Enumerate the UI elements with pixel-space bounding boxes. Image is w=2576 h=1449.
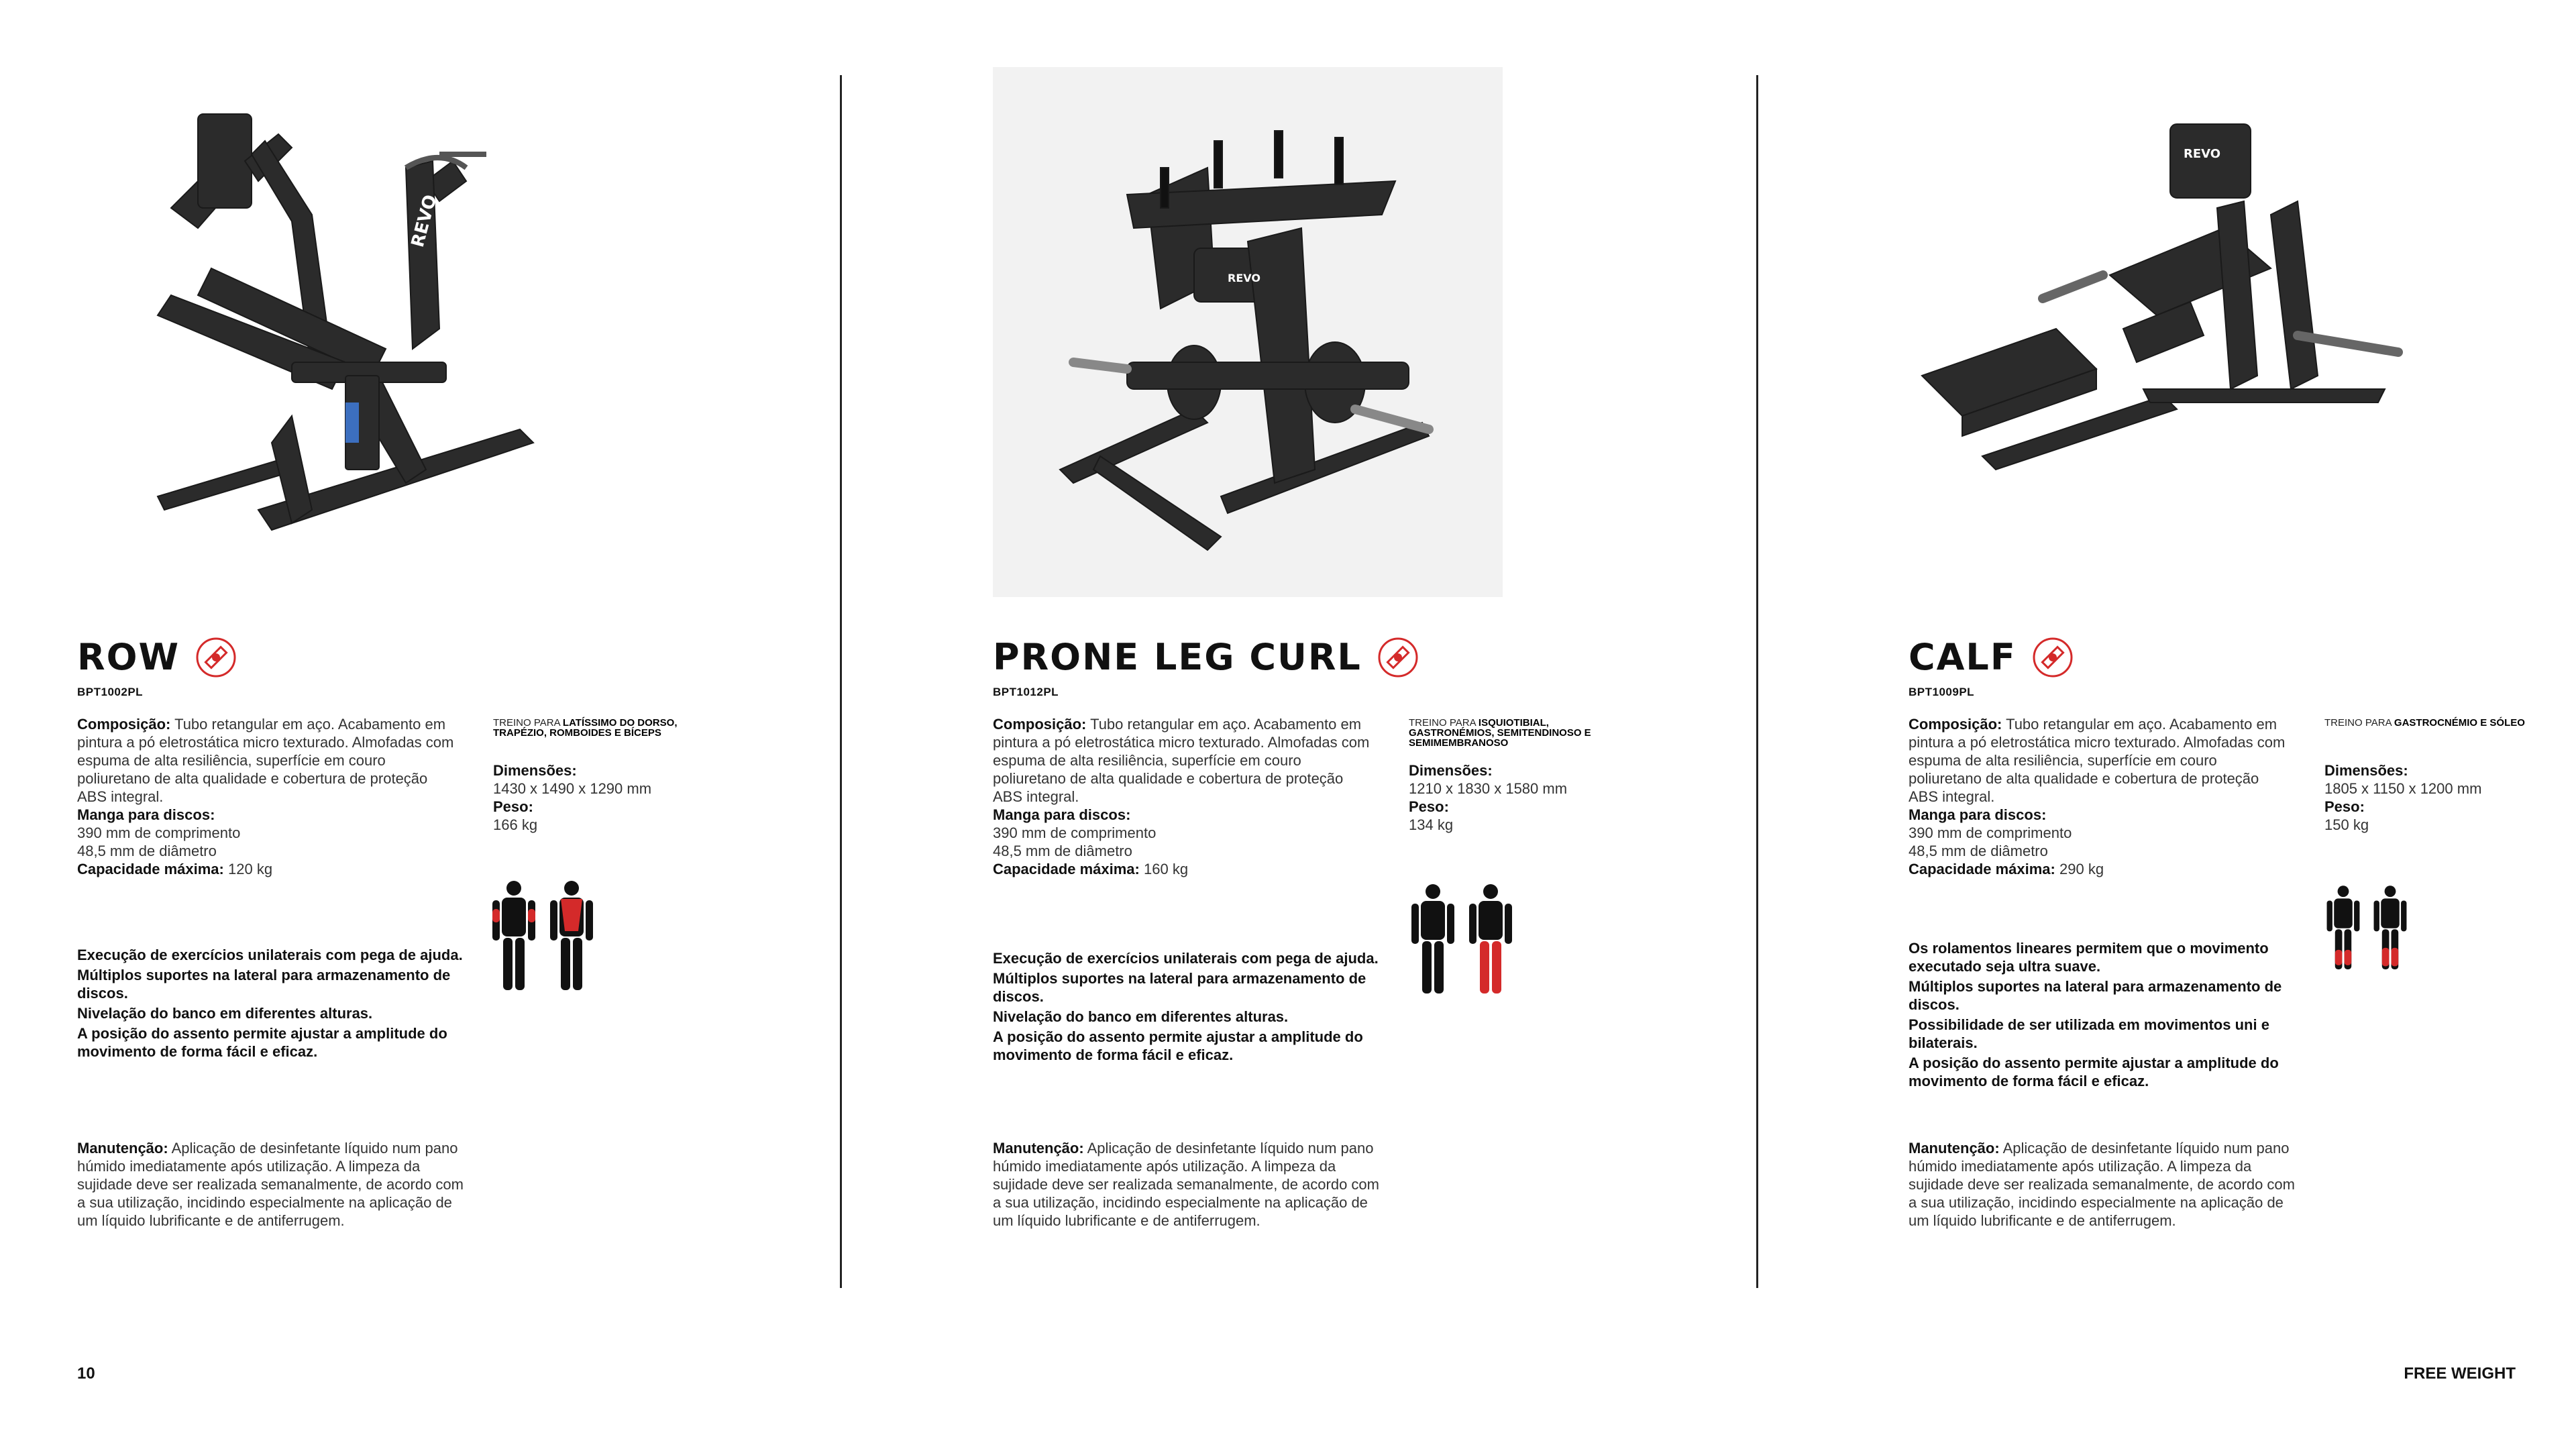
body-front-icon: [2324, 884, 2362, 971]
weight-label: Peso:: [493, 798, 533, 815]
maintenance-text: Aplicação de desinfetante líquido num pano húmido imediatamente após utilização. A limpeza da sujidade deve ser realizada semanalmente, de acordo com a sua utilização, incidindo especialmente na aplicação de um líquido lubrificante e de antiferrugem.: [993, 1140, 1379, 1229]
product-prone-leg-curl: [993, 0, 1798, 1449]
dimensions-label: Dimensões:: [2324, 762, 2408, 779]
maintenance-label: Manutenção:: [1909, 1140, 2000, 1157]
row-dimensions: [493, 761, 708, 834]
sleeve-diameter: 48,5 mm de diâmetro: [77, 843, 217, 859]
sleeve-diameter: 48,5 mm de diâmetro: [993, 843, 1132, 859]
row-code: BPT1002PL: [77, 686, 144, 698]
maintenance-label: Manutenção:: [993, 1140, 1084, 1157]
composition-text: Tubo retangular em aço. Acabamento em pintura a pó eletrostática micro texturado. Almofadas com espuma de alta resiliência, superfície em couro poliuretano de alta qualidade e cobertura de proteção ABS integral.: [1909, 716, 2286, 805]
feature-item: Múltiplos suportes na lateral para armazenamento de discos.: [77, 967, 451, 1002]
feature-item: Múltiplos suportes na lateral para armazenamento de discos.: [993, 970, 1366, 1005]
capacity-value: 290 kg: [2059, 861, 2104, 877]
prone-specs: [993, 715, 1375, 878]
feature-item: Múltiplos suportes na lateral para armazenamento de discos.: [1909, 978, 2282, 1013]
maintenance-label: Manutenção:: [77, 1140, 168, 1157]
page-number: 10: [77, 1364, 95, 1383]
feature-item: Execução de exercícios unilaterais com pega de ajuda.: [993, 950, 1379, 967]
sleeve-length: 390 mm de comprimento: [77, 824, 241, 841]
composition-label: Composição:: [77, 716, 171, 733]
weight-label: Peso:: [1409, 798, 1449, 815]
section-name: FREE WEIGHT: [2404, 1364, 2516, 1383]
sleeve-length: 390 mm de comprimento: [993, 824, 1157, 841]
feature-item: A posição do assento permite ajustar a amplitude do movimento de forma fácil e eficaz.: [993, 1028, 1363, 1063]
row-machine-image: [91, 94, 600, 557]
feature-item: Os rolamentos lineares permitem que o movimento executado seja ultra suave.: [1909, 940, 2269, 975]
body-back-icon: [547, 879, 596, 993]
row-brand-mark: REVO: [407, 193, 441, 250]
prone-features: [993, 949, 1389, 1066]
calf-training: [2324, 718, 2539, 728]
feature-item: Execução de exercícios unilaterais com pega de ajuda.: [77, 947, 463, 963]
capacity-label: Capacidade máxima:: [77, 861, 224, 877]
dimensions-label: Dimensões:: [493, 762, 577, 779]
prone-brand-mark: REVO: [1228, 272, 1260, 284]
calf-title: CALF: [1909, 636, 2017, 678]
dimensions-value: 1805 x 1150 x 1200 mm: [2324, 780, 2482, 797]
training-prefix: TREINO PARA: [1409, 717, 1476, 729]
training-targets: ISQUIOTIBIAL, GASTRONÉMIOS, SEMITENDINOSO E SEMIMEMBRANOSO: [1409, 717, 1591, 749]
row-title: ROW: [77, 636, 180, 678]
row-title-row: [77, 621, 237, 694]
calf-title-row: [1909, 621, 2074, 694]
row-maintenance: [77, 1139, 473, 1230]
dimensions-value: 1210 x 1830 x 1580 mm: [1409, 780, 1568, 797]
training-targets: GASTROCNÉMIO E SÓLEO: [2394, 717, 2525, 729]
product-row: [77, 0, 882, 1449]
calf-code: BPT1009PL: [1909, 686, 1975, 698]
row-specs: [77, 715, 460, 878]
composition-text: Tubo retangular em aço. Acabamento em pintura a pó eletrostática micro texturado. Almofadas com espuma de alta resiliência, superfície em couro poliuretano de alta qualidade e cobertura de proteção ABS integral.: [993, 716, 1370, 805]
capacity-value: 120 kg: [228, 861, 273, 877]
training-prefix: TREINO PARA: [2324, 717, 2392, 729]
composition-label: Composição:: [993, 716, 1087, 733]
training-prefix: TREINO PARA: [493, 717, 560, 729]
row-training: [493, 718, 708, 738]
calf-dimensions: [2324, 761, 2539, 834]
composition-label: Composição:: [1909, 716, 2002, 733]
muscle-diagram: [490, 879, 596, 993]
plate-loaded-icon: [1377, 636, 1419, 679]
calf-brand-mark: REVO: [2184, 147, 2221, 161]
training-targets: LATÍSSIMO DO DORSO, TRAPÉZIO, ROMBOIDES E BÍCEPS: [493, 717, 678, 739]
feature-item: Possibilidade de ser utilizada em movimentos uni e bilaterais.: [1909, 1016, 2269, 1051]
plate-loaded-icon: [195, 636, 237, 679]
weight-label: Peso:: [2324, 798, 2365, 815]
composition-text: Tubo retangular em aço. Acabamento em pintura a pó eletrostática micro texturado. Almofadas com espuma de alta resiliência, superfície em couro poliuretano de alta qualidade e cobertura de proteção ABS integral.: [77, 716, 454, 805]
feature-item: Nivelação do banco em diferentes alturas.: [993, 1008, 1289, 1025]
capacity-value: 160 kg: [1144, 861, 1189, 877]
weight-value: 134 kg: [1409, 816, 1454, 833]
body-back-icon: [2371, 884, 2409, 971]
body-front-icon: [490, 879, 538, 993]
prone-dimensions: [1409, 761, 1623, 834]
prone-code: BPT1012PL: [993, 686, 1059, 698]
product-calf: [1909, 0, 2576, 1449]
dimensions-label: Dimensões:: [1409, 762, 1493, 779]
calf-maintenance: [1909, 1139, 2304, 1230]
prone-leg-curl-machine-image: [993, 67, 1503, 597]
feature-item: A posição do assento permite ajustar a amplitude do movimento de forma fácil e eficaz.: [1909, 1055, 2279, 1089]
prone-maintenance: [993, 1139, 1389, 1230]
sleeve-label: Manga para discos:: [77, 806, 215, 823]
sleeve-diameter: 48,5 mm de diâmetro: [1909, 843, 2048, 859]
prone-title-row: [993, 621, 1419, 694]
dimensions-value: 1430 x 1490 x 1290 mm: [493, 780, 652, 797]
muscle-diagram: [1409, 882, 1515, 996]
weight-value: 150 kg: [2324, 816, 2369, 833]
body-front-icon: [1409, 882, 1457, 996]
calf-features: [1909, 939, 2304, 1092]
row-features: [77, 946, 473, 1063]
column-divider: [840, 75, 842, 1288]
feature-item: Nivelação do banco em diferentes alturas.: [77, 1005, 373, 1022]
plate-loaded-icon: [2031, 636, 2074, 679]
weight-value: 166 kg: [493, 816, 538, 833]
maintenance-text: Aplicação de desinfetante líquido num pano húmido imediatamente após utilização. A limpeza da sujidade deve ser realizada semanalmente, de acordo com a sua utilização, incidindo especialmente na aplicação de um líquido lubrificante e de antiferrugem.: [1909, 1140, 2295, 1229]
body-back-icon: [1466, 882, 1515, 996]
calf-machine-image: [1909, 94, 2418, 584]
maintenance-text: Aplicação de desinfetante líquido num pano húmido imediatamente após utilização. A limpeza da sujidade deve ser realizada semanalmente, de acordo com a sua utilização, incidindo especialmente na aplicação de um líquido lubrificante e de antiferrugem.: [77, 1140, 464, 1229]
sleeve-label: Manga para discos:: [1909, 806, 2047, 823]
calf-specs: [1909, 715, 2291, 878]
capacity-label: Capacidade máxima:: [1909, 861, 2055, 877]
sleeve-label: Manga para discos:: [993, 806, 1131, 823]
capacity-label: Capacidade máxima:: [993, 861, 1140, 877]
sleeve-length: 390 mm de comprimento: [1909, 824, 2072, 841]
muscle-diagram: [2324, 884, 2409, 971]
prone-title: PRONE LEG CURL: [993, 636, 1362, 678]
prone-training: [1409, 718, 1623, 748]
column-divider: [1756, 75, 1758, 1288]
feature-item: A posição do assento permite ajustar a amplitude do movimento de forma fácil e eficaz.: [77, 1025, 447, 1060]
